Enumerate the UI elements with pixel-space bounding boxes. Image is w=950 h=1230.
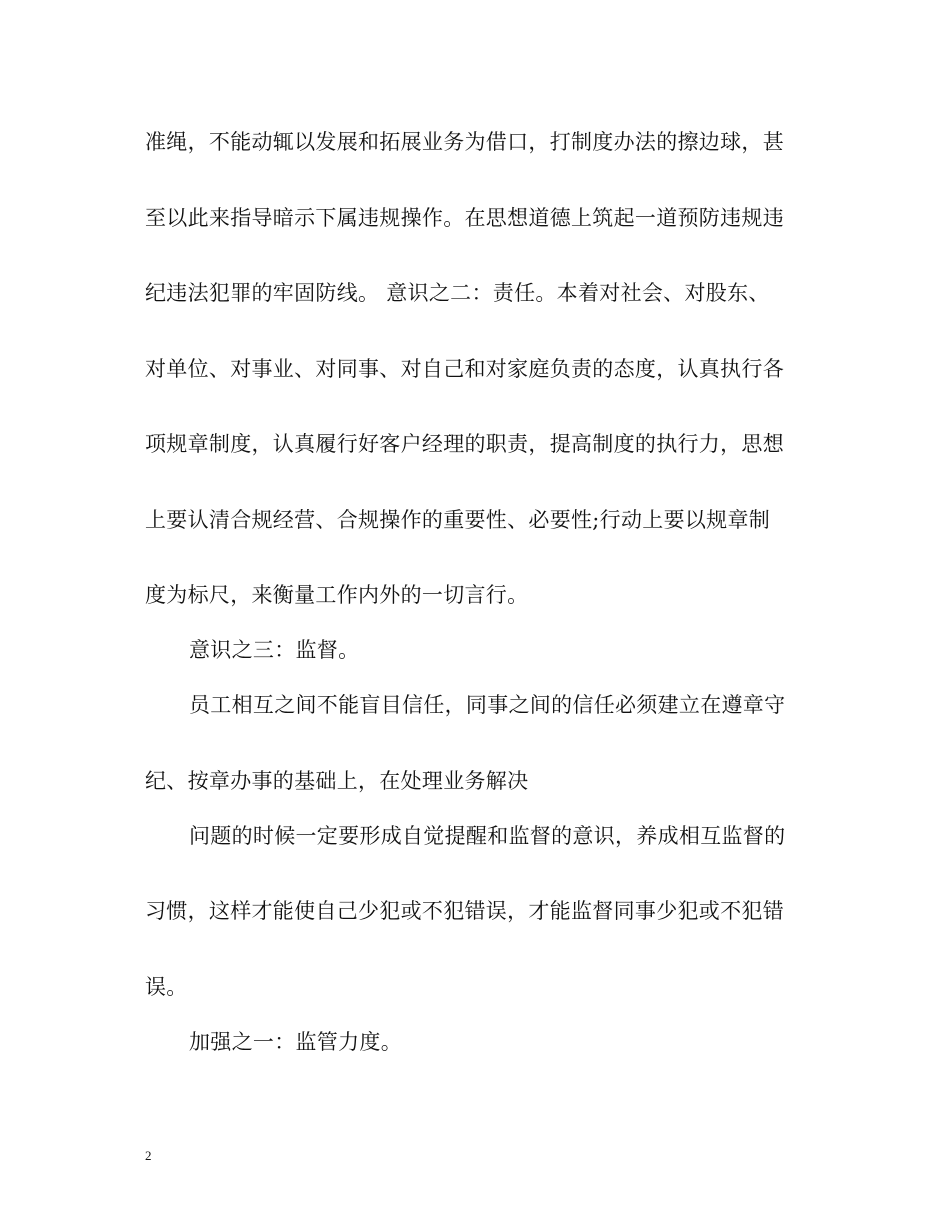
text-line-9: 员工相互之间不能盲目信任，同事之间的信任必须建立在遵章守 <box>189 693 786 717</box>
text-line-11: 问题的时候一定要形成自觉提醒和监督的意识，养成相互监督的 <box>189 824 786 848</box>
page-number: 2 <box>145 1148 152 1163</box>
text-line-13: 误。 <box>145 975 188 999</box>
text-line-7: 度为标尺，来衡量工作内外的一切言行。 <box>145 583 529 607</box>
text-line-12: 习惯，这样才能使自己少犯或不犯错误，才能监督同事少犯或不犯错 <box>145 899 784 923</box>
section-heading-strengthen: 加强之一：监管力度。 <box>189 1030 402 1054</box>
text-line-4: 对单位、对事业、对同事、对自己和对家庭负责的态度，认真执行各 <box>145 357 784 381</box>
text-line-6: 上要认清合规经营、合规操作的重要性、必要性;行动上要以规章制 <box>145 508 771 532</box>
text-line-3: 纪违法犯罪的牢固防线。 意识之二：责任。本着对社会、对股东、 <box>145 281 770 305</box>
text-line-1: 准绳，不能动辄以发展和拓展业务为借口，打制度办法的擦边球，甚 <box>145 130 784 154</box>
text-line-10: 纪、按章办事的基础上，在处理业务解决 <box>145 769 529 793</box>
section-heading-supervision: 意识之三：监督。 <box>189 638 360 662</box>
text-line-2: 至以此来指导暗示下属违规操作。在思想道德上筑起一道预防违规违 <box>145 206 784 230</box>
text-line-5: 项规章制度，认真履行好客户经理的职责，提高制度的执行力，思想 <box>145 432 784 456</box>
